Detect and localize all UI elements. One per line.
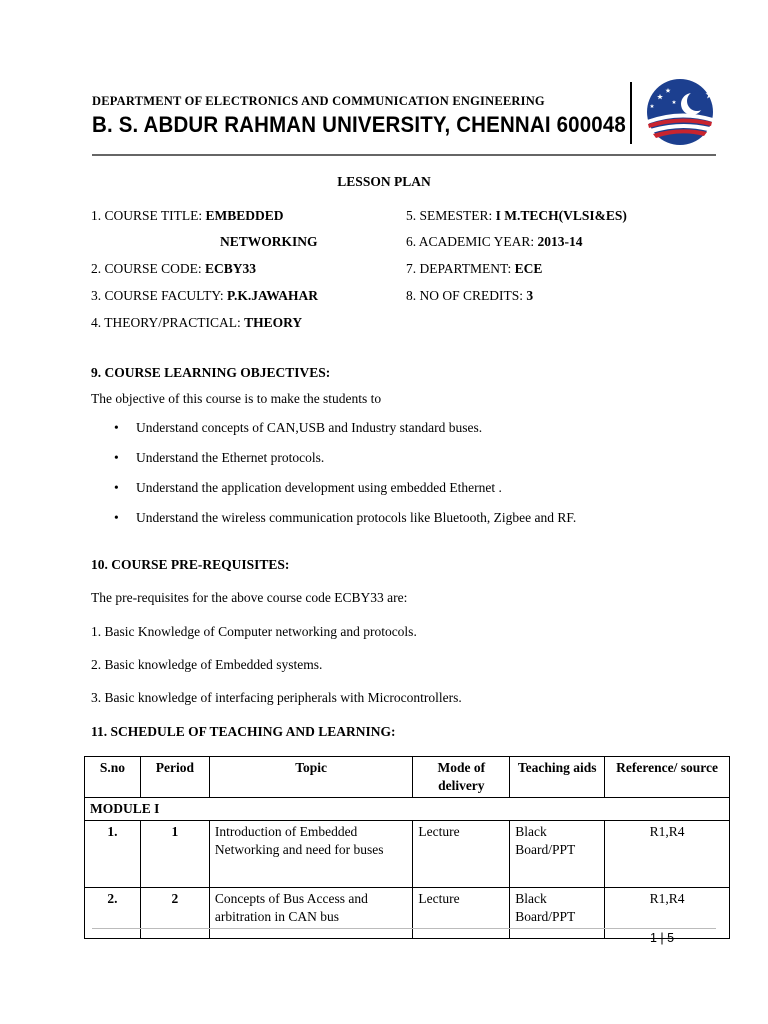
sno-cell: 2. (85, 888, 141, 939)
column-header: Reference/ source (605, 757, 730, 798)
field-value: NETWORKING (220, 234, 318, 249)
bullet-icon: • (114, 480, 119, 495)
objectives-intro: The objective of this course is to make the students to (91, 391, 382, 406)
header-rule (92, 154, 716, 156)
field-value: THEORY (244, 315, 303, 330)
sno-cell: 1. (85, 821, 141, 888)
table-header-row (85, 757, 730, 798)
document-title: LESSON PLAN (337, 174, 431, 189)
field-label: 7. DEPARTMENT: (406, 261, 515, 276)
prerequisites-intro: The pre-requisites for the above course code ECBY33 are: (91, 590, 408, 605)
field-value: 2013-14 (537, 234, 583, 249)
aids-cell: Black Board/PPT (510, 888, 605, 939)
list-item (114, 450, 324, 466)
mode-cell: Lecture (413, 821, 510, 888)
topic-cell: Concepts of Bus Access and arbitration in CAN bus (209, 888, 413, 939)
table-row (85, 888, 730, 939)
field-label: 3. COURSE FACULTY: (91, 288, 228, 303)
schedule-heading: 11. SCHEDULE OF TEACHING AND LEARNING: (91, 724, 396, 739)
column-header: Period (140, 757, 209, 798)
footer-rule (92, 928, 716, 929)
credits-field (406, 288, 533, 304)
module-label: MODULE I (85, 798, 730, 821)
bullet-icon: • (114, 510, 119, 525)
header-divider (630, 82, 632, 144)
table-row (85, 821, 730, 888)
column-header: Teaching aids (510, 757, 605, 798)
field-value: ECBY33 (205, 261, 257, 276)
list-item: 2. Basic knowledge of Embedded systems. (91, 657, 323, 672)
field-value: P.K.JAWAHAR (227, 288, 319, 303)
field-label: 1. COURSE TITLE: (91, 208, 206, 223)
field-value: EMBEDDED (205, 208, 284, 223)
field-label: 2. COURSE CODE: (91, 261, 206, 276)
period-cell: 1 (140, 821, 209, 888)
column-header: S.no (85, 757, 141, 798)
module-row (85, 798, 730, 821)
field-value: I M.TECH(VLSI&ES) (495, 208, 627, 223)
university-logo-icon (640, 78, 718, 146)
field-label: 5. SEMESTER: (406, 208, 496, 223)
field-label: 6. ACADEMIC YEAR: (406, 234, 538, 249)
prerequisites-heading: 10. COURSE PRE-REQUISITES: (91, 557, 290, 572)
department-field (406, 261, 542, 277)
field-label: 4. THEORY/PRACTICAL: (91, 315, 245, 330)
list-item (114, 510, 576, 526)
column-header: Topic (209, 757, 413, 798)
theory-practical-field (91, 315, 302, 331)
bullet-icon: • (114, 420, 119, 435)
column-header: Mode of delivery (413, 757, 510, 798)
department-name: DEPARTMENT OF ELECTRONICS AND COMMUNICATION ENGINEERING (92, 94, 545, 108)
course-code-field (91, 261, 256, 277)
field-value: ECE (514, 261, 543, 276)
mode-cell: Lecture (413, 888, 510, 939)
topic-cell: Introduction of Embedded Networking and need for buses (209, 821, 413, 888)
list-item-text: Understand the wireless communication protocols like Bluetooth, Zigbee and RF. (136, 510, 577, 525)
list-item: 1. Basic Knowledge of Computer networking and protocols. (91, 624, 417, 639)
field-label: 8. NO OF CREDITS: (406, 288, 527, 303)
academic-year-field (406, 234, 583, 250)
list-item (114, 480, 502, 496)
semester-field (406, 208, 627, 224)
aids-cell: Black Board/PPT (510, 821, 605, 888)
schedule-table (84, 756, 730, 939)
list-item-text: Understand the Ethernet protocols. (136, 450, 325, 465)
page-number: 1 | 5 (650, 931, 675, 945)
university-name: B. S. ABDUR RAHMAN UNIVERSITY, CHENNAI 600048 (92, 112, 626, 137)
list-item-text: Understand the application development using embedded Ethernet . (136, 480, 502, 495)
period-cell: 2 (140, 888, 209, 939)
objectives-heading: 9. COURSE LEARNING OBJECTIVES: (91, 365, 331, 380)
course-title-field (91, 208, 284, 224)
list-item-text: Understand concepts of CAN,USB and Industry standard buses. (136, 420, 483, 435)
list-item: 3. Basic knowledge of interfacing peripherals with Microcontrollers. (91, 690, 462, 705)
course-faculty-field (91, 288, 318, 304)
list-item (114, 420, 482, 436)
course-title-continuation (220, 234, 318, 250)
field-value: 3 (526, 288, 534, 303)
reference-cell: R1,R4 (605, 888, 730, 939)
bullet-icon: • (114, 450, 119, 465)
reference-cell: R1,R4 (605, 821, 730, 888)
